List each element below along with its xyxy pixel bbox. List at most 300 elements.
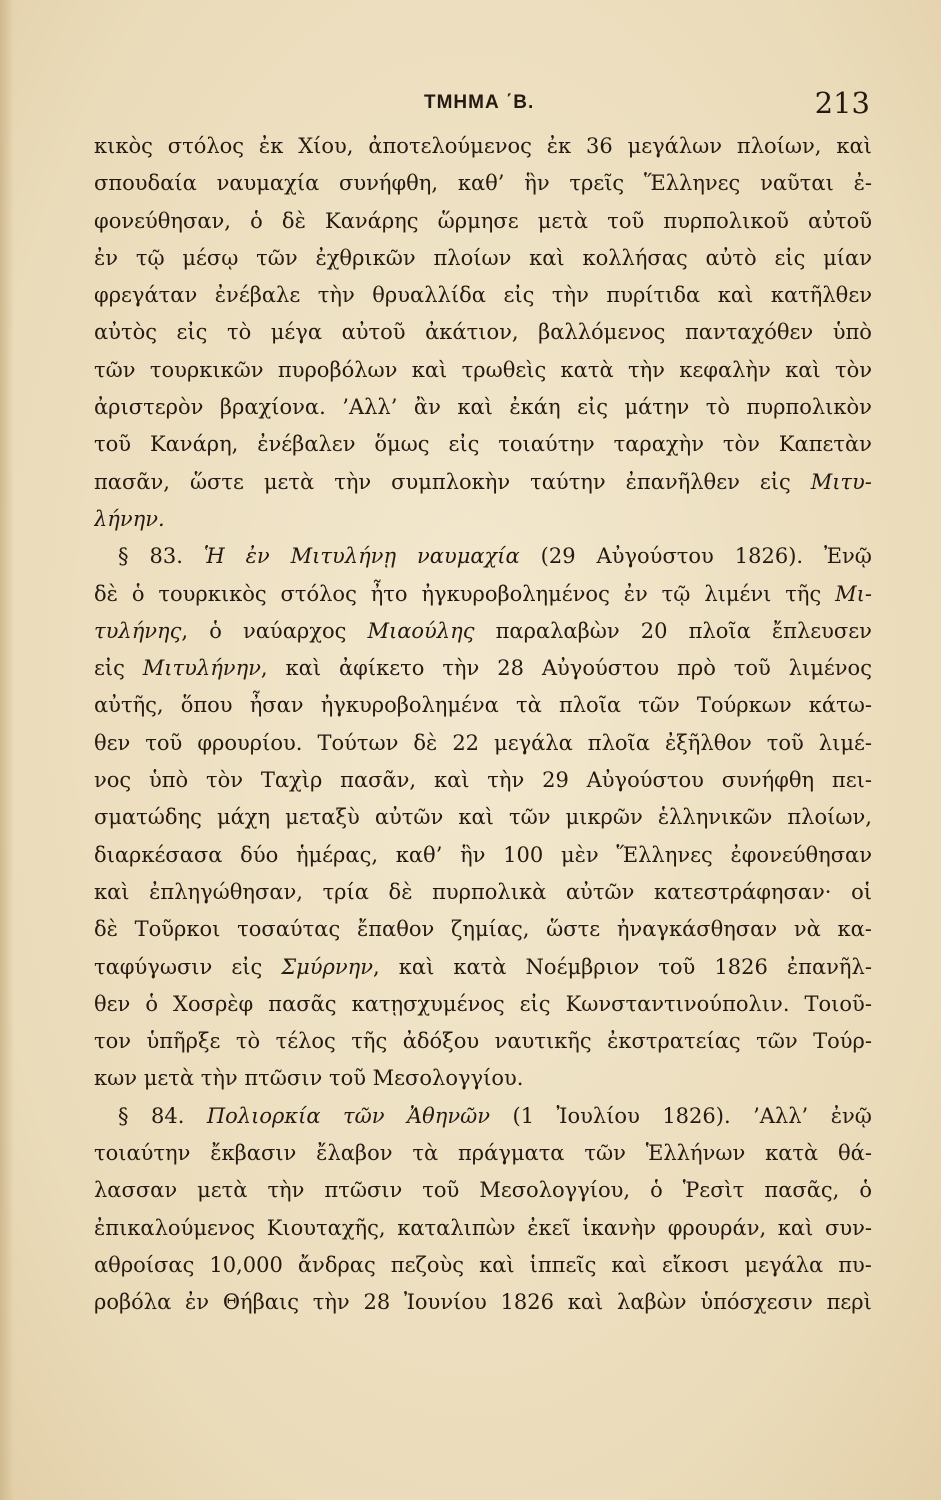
word: πυρπολικὸν bbox=[746, 395, 872, 420]
word: ὥστε bbox=[189, 469, 244, 494]
word: κικὸς bbox=[94, 134, 153, 158]
word: πυ- bbox=[838, 1252, 872, 1277]
word: πυρπολικοῦ bbox=[663, 208, 789, 233]
word: καὶ bbox=[777, 1215, 814, 1240]
word: ἐπληγώθησαν, bbox=[149, 879, 303, 904]
word: εἴκοσι bbox=[661, 1252, 730, 1277]
word: κατῆλθεν bbox=[770, 283, 872, 308]
word: ἐνέβαλε bbox=[214, 283, 301, 308]
word: τῆς bbox=[785, 581, 822, 606]
word: τοῦ bbox=[733, 656, 771, 681]
word: ἐχθρικῶν bbox=[315, 245, 416, 270]
word: ταραχὴν bbox=[613, 432, 704, 457]
word: καθ’ bbox=[395, 842, 443, 867]
word: ὥστε bbox=[546, 917, 601, 942]
word: ὁ bbox=[209, 618, 222, 643]
word: τοῦ bbox=[94, 432, 132, 457]
word: ἐπανῆλ- bbox=[786, 954, 872, 979]
word: ἐκάη bbox=[509, 395, 561, 420]
word: μέγα bbox=[270, 320, 323, 345]
word: φρεγάταν bbox=[94, 283, 198, 308]
word: εἰς bbox=[176, 320, 208, 345]
word: Ἡ bbox=[203, 544, 225, 569]
word: τὴν bbox=[312, 1290, 350, 1315]
word: συμπλοκὴν bbox=[391, 469, 511, 494]
word: 1826). bbox=[734, 544, 804, 569]
text-line bbox=[94, 501, 872, 538]
text-line bbox=[94, 128, 872, 165]
word: πτῶσιν bbox=[244, 1066, 323, 1091]
word: Ἐνῷ bbox=[824, 544, 872, 569]
word: ροβόλα bbox=[94, 1290, 172, 1315]
word: ἣν bbox=[460, 842, 486, 867]
word: ὁ bbox=[250, 208, 263, 233]
word: πράγματα bbox=[457, 1141, 565, 1166]
word: καὶ bbox=[717, 283, 754, 308]
word: αὐτὸ bbox=[705, 245, 757, 270]
text-line bbox=[94, 911, 872, 948]
text-line bbox=[94, 464, 872, 501]
word: σματώδης bbox=[94, 805, 202, 830]
word: τρεῖς bbox=[569, 171, 625, 196]
word: εἰς bbox=[231, 954, 263, 979]
word: θεν bbox=[94, 730, 131, 755]
word: ναυμαχία bbox=[216, 171, 320, 196]
word: Χοσρὲφ bbox=[173, 991, 254, 1016]
word: Μιαούλης bbox=[367, 618, 475, 643]
word: κα- bbox=[837, 917, 872, 942]
word: ἐ- bbox=[853, 171, 872, 196]
word: καὶ bbox=[567, 1290, 604, 1315]
word: πυρίτιδα bbox=[606, 283, 701, 308]
word: θρυαλλίδα bbox=[372, 283, 486, 308]
word: μετὰ bbox=[263, 469, 315, 494]
word: τὸν bbox=[206, 768, 244, 793]
word: 10,000 bbox=[209, 1252, 283, 1277]
word: πλοίων bbox=[433, 245, 512, 270]
word: ναυμαχία bbox=[417, 544, 520, 569]
word: τρία bbox=[322, 879, 369, 904]
word: ἡμέρας, bbox=[295, 842, 379, 867]
word: καὶ bbox=[836, 134, 872, 158]
word: ἀφίκετο bbox=[339, 656, 425, 681]
word: λαβὼν bbox=[617, 1290, 687, 1315]
text-line bbox=[94, 576, 872, 613]
word: διαρκέσασα bbox=[94, 842, 223, 867]
text-line bbox=[94, 687, 872, 724]
word: Αὐγούστου bbox=[541, 656, 660, 681]
text-line bbox=[94, 203, 872, 240]
word: ἐν bbox=[185, 1290, 210, 1315]
word: τὴν bbox=[627, 357, 665, 382]
word: φονεύθησαν, bbox=[94, 208, 231, 233]
word: αὐτῶν bbox=[374, 805, 444, 830]
word: 100 bbox=[503, 842, 544, 867]
word: αὐτῶν bbox=[565, 879, 635, 904]
word: τοῦ bbox=[422, 1178, 460, 1203]
word: κων bbox=[94, 1066, 138, 1091]
word: τοιαύτην bbox=[94, 1141, 191, 1166]
word: λήνην. bbox=[94, 506, 165, 531]
word: φρουράν, bbox=[667, 1215, 767, 1240]
word: εἰς bbox=[519, 991, 551, 1016]
word: τέλος bbox=[275, 1029, 336, 1054]
word: Πολιορκία bbox=[206, 1103, 321, 1128]
word: τὴν bbox=[551, 283, 589, 308]
word: ὁ bbox=[145, 991, 158, 1016]
word: ὑπὸ bbox=[148, 768, 189, 793]
text-line bbox=[94, 1247, 872, 1284]
word: Ἀθηνῶν bbox=[406, 1103, 491, 1128]
word: τὰ bbox=[412, 1141, 439, 1166]
body-text bbox=[94, 128, 872, 1322]
word: Μιτυλήνῃ bbox=[290, 544, 397, 569]
word: τῶν bbox=[94, 357, 136, 382]
word: 22 bbox=[452, 730, 480, 755]
word: 83. bbox=[149, 544, 183, 569]
word: μάχη bbox=[216, 805, 271, 830]
word: Καπετὰν bbox=[778, 432, 872, 457]
word: μετὰ bbox=[197, 1178, 248, 1203]
word: αὐτὸς bbox=[94, 320, 157, 345]
word: καὶ bbox=[479, 1252, 515, 1277]
word: μετὰ bbox=[537, 208, 589, 233]
word: πασᾶς bbox=[268, 991, 337, 1016]
word: τρωθεὶς bbox=[461, 357, 547, 382]
word: ταύτην bbox=[530, 469, 606, 494]
word: αὐτοῦ bbox=[808, 208, 872, 233]
word: εἰς bbox=[774, 245, 806, 270]
word: κατὰ bbox=[453, 954, 507, 979]
text-line bbox=[94, 1172, 872, 1209]
word: πασᾶς, bbox=[764, 1178, 840, 1203]
word: αὐτοῦ bbox=[341, 320, 406, 345]
word: πασᾶν, bbox=[94, 469, 170, 494]
word: ἐκστρατείας bbox=[607, 1029, 741, 1054]
word: ὁ bbox=[131, 581, 145, 606]
word: ἑλληνικῶν bbox=[657, 805, 773, 830]
word: ἐνῷ bbox=[830, 1103, 872, 1128]
word: ἠγκυροβολημένα bbox=[320, 693, 499, 718]
word: δύο bbox=[240, 842, 279, 867]
word: τοῦ bbox=[766, 730, 804, 755]
word: Κωνσταντινούπολιν. bbox=[565, 991, 790, 1016]
word: Χίου, bbox=[298, 134, 354, 158]
word: ἐν bbox=[245, 544, 270, 569]
word: τοσαύτας bbox=[237, 917, 341, 942]
word: καθ’ bbox=[457, 171, 505, 196]
word: 29 bbox=[542, 768, 569, 793]
text-line bbox=[94, 837, 872, 874]
word: ἣν bbox=[524, 171, 550, 196]
word: πλοίων, bbox=[736, 134, 822, 158]
text-line bbox=[94, 1284, 872, 1321]
word: εἰς bbox=[448, 432, 480, 457]
word: Ἕλληνες bbox=[643, 171, 741, 196]
word: μὲν bbox=[560, 842, 599, 867]
word: ’Αλλ’ bbox=[753, 1103, 809, 1128]
page-edge-shadow bbox=[0, 0, 14, 1500]
word: καταλιπὼν bbox=[397, 1215, 516, 1240]
word: αὐτῆς, bbox=[94, 693, 164, 718]
word: Τοιοῦ- bbox=[804, 991, 872, 1016]
word: μεγάλων bbox=[627, 134, 723, 158]
word: νος bbox=[94, 768, 132, 793]
word: τῷ bbox=[661, 581, 691, 606]
word: Τούρ- bbox=[813, 1029, 872, 1054]
word: Μιτυλήνην, bbox=[142, 656, 268, 681]
word: Θήβαις bbox=[222, 1290, 299, 1315]
word: Σμύρνην, bbox=[281, 954, 380, 979]
word: κατῃσχυμένος bbox=[351, 991, 505, 1016]
word: Μι- bbox=[835, 581, 872, 606]
word: πτῶσιν bbox=[324, 1178, 403, 1203]
word: καὶ bbox=[457, 395, 493, 420]
text-line bbox=[94, 240, 872, 277]
word: Ἑλλήνων bbox=[645, 1141, 746, 1166]
word: λιμέ- bbox=[818, 730, 872, 755]
word: τὴν bbox=[200, 1066, 238, 1091]
word: ’Αλλ’ bbox=[342, 395, 398, 420]
word: τῷ bbox=[135, 245, 165, 270]
word: Αὐγούστου bbox=[596, 544, 714, 569]
word: πλοίων, bbox=[787, 805, 872, 830]
word: φρουρίου. bbox=[197, 730, 303, 755]
word: πυροβόλων bbox=[277, 357, 398, 382]
word: βραχίονα. bbox=[219, 395, 326, 420]
word: ὑπὸ bbox=[832, 320, 872, 345]
word: τῶν bbox=[343, 1103, 385, 1128]
word: καὶ bbox=[611, 1252, 647, 1277]
word: ἐφονεύθησαν bbox=[730, 842, 872, 867]
word: Αὐγούστου bbox=[586, 768, 704, 793]
word: τον bbox=[94, 1029, 132, 1054]
word: ὁ bbox=[650, 1178, 663, 1203]
word: μάτην bbox=[624, 395, 690, 420]
word: ἠναγκάσθησαν bbox=[616, 917, 778, 942]
word: στόλος bbox=[280, 581, 357, 606]
word: ἀποτελούμενος bbox=[368, 134, 532, 158]
word: τουρκικὸς bbox=[158, 581, 267, 606]
word: στόλος bbox=[167, 134, 245, 158]
word: κατεστράφησαν· bbox=[653, 879, 832, 904]
word: λιμένι bbox=[704, 581, 772, 606]
word: πει- bbox=[831, 768, 872, 793]
word: παραλαβὼν bbox=[495, 618, 620, 643]
text-line bbox=[94, 650, 872, 687]
word: 1826 bbox=[500, 1290, 554, 1315]
word: Μεσολογγίου. bbox=[372, 1066, 524, 1091]
text-line bbox=[94, 1023, 872, 1060]
word: τῶν bbox=[638, 693, 680, 718]
text-line bbox=[94, 277, 872, 314]
word: ἐν bbox=[623, 581, 648, 606]
word: ὅμως bbox=[374, 432, 430, 457]
word: Μιτυ- bbox=[810, 469, 872, 494]
word: ἔλαβον bbox=[316, 1141, 393, 1166]
word: συν- bbox=[825, 1215, 872, 1240]
word: μετὰ bbox=[143, 1066, 195, 1091]
text-line bbox=[94, 1098, 872, 1135]
text-line bbox=[94, 1135, 872, 1172]
word: βαλλόμενος bbox=[538, 320, 666, 345]
word: ἀδόξου bbox=[402, 1029, 480, 1054]
word: εἰς bbox=[577, 395, 608, 420]
word: δὲ bbox=[388, 879, 413, 904]
word: Τούρκων bbox=[696, 693, 792, 718]
word: μέσῳ bbox=[182, 245, 239, 270]
word: τὸν bbox=[722, 432, 760, 457]
word: ὑπῆρξε bbox=[146, 1029, 221, 1054]
word: εἰς bbox=[503, 283, 535, 308]
word: ἄνδρας bbox=[297, 1252, 376, 1277]
word: ἦσαν bbox=[249, 693, 304, 718]
page-header bbox=[94, 86, 874, 126]
word: τυλήνης, bbox=[94, 618, 189, 643]
word: Κανάρης bbox=[325, 208, 419, 233]
word: τῶν bbox=[256, 245, 298, 270]
word: τὸ bbox=[226, 320, 252, 345]
text-line bbox=[94, 314, 872, 351]
word: Τούτων bbox=[317, 730, 399, 755]
word: ἱκανὴν bbox=[582, 1215, 657, 1240]
word: δὲ bbox=[94, 917, 118, 942]
text-line bbox=[94, 1210, 872, 1247]
text-line bbox=[94, 799, 872, 836]
word: ἔπλευσεν bbox=[771, 618, 872, 643]
word: πλοῖα bbox=[587, 730, 650, 755]
word: ἱππεῖς bbox=[529, 1252, 597, 1277]
text-line bbox=[94, 352, 872, 389]
word: μεγάλα bbox=[744, 1252, 824, 1277]
word: τῆς bbox=[351, 1029, 388, 1054]
text-line bbox=[94, 165, 872, 202]
word: ὑπόσχεσιν bbox=[700, 1290, 813, 1315]
word: ἔπαθον bbox=[356, 917, 435, 942]
page-number: 213 bbox=[814, 86, 870, 120]
word: δὲ bbox=[281, 208, 306, 233]
word: κατὰ bbox=[765, 1141, 819, 1166]
word: 28 bbox=[363, 1290, 391, 1315]
word: Ἰουνίου bbox=[403, 1290, 487, 1315]
word: τοῦ bbox=[328, 1066, 366, 1091]
word: κεφαλὴν bbox=[679, 357, 771, 382]
word: τὴν bbox=[317, 283, 355, 308]
word: εἰς bbox=[759, 469, 791, 494]
text-line bbox=[94, 426, 872, 463]
word: τῶν bbox=[508, 805, 551, 830]
word: ἀριστερὸν bbox=[94, 395, 204, 420]
word: ναῦται bbox=[760, 171, 834, 196]
word: καὶ bbox=[433, 768, 470, 793]
word: πεζοὺς bbox=[390, 1252, 465, 1277]
word: ἐνέβαλεν bbox=[257, 432, 356, 457]
word: λιμένος bbox=[788, 656, 872, 681]
word: σπουδαία bbox=[94, 171, 197, 196]
word: Ἕλληνες bbox=[616, 842, 713, 867]
word: ὥρμησε bbox=[437, 208, 519, 233]
word: ἐκεῖ bbox=[527, 1215, 571, 1240]
word: Κανάρη, bbox=[149, 432, 239, 457]
word: καὶ bbox=[411, 357, 448, 382]
word: ἠγκυροβολημένος bbox=[421, 581, 610, 606]
word: περὶ bbox=[826, 1290, 872, 1315]
word: δὲ bbox=[413, 730, 438, 755]
word: καὶ bbox=[458, 805, 494, 830]
word: (29 bbox=[540, 544, 576, 569]
word: μεγάλα bbox=[494, 730, 573, 755]
word: πασᾶν, bbox=[340, 768, 417, 793]
word: Ῥεσὶτ bbox=[682, 1178, 745, 1203]
word: ζημίας, bbox=[450, 917, 530, 942]
word: Κιουταχῆς, bbox=[266, 1215, 386, 1240]
word: τοῦ bbox=[145, 730, 183, 755]
word: τὸ bbox=[235, 1029, 261, 1054]
word: 20 bbox=[640, 618, 668, 643]
word: εἰς bbox=[94, 656, 125, 681]
word: Μεσολογγίου, bbox=[479, 1178, 631, 1203]
word: ἔκβασιν bbox=[210, 1141, 297, 1166]
word: τὴν bbox=[334, 469, 372, 494]
text-line bbox=[94, 538, 872, 575]
word: Νοέμβριον bbox=[525, 954, 640, 979]
text-line bbox=[94, 725, 872, 762]
text-line bbox=[94, 762, 872, 799]
word: οἱ bbox=[851, 879, 872, 904]
word: καὶ bbox=[785, 357, 821, 382]
word: Ταχὶρ bbox=[260, 768, 323, 793]
word: μικρῶν bbox=[565, 805, 643, 830]
text-line bbox=[94, 949, 872, 986]
word: πυρπολικὰ bbox=[432, 879, 547, 904]
word: τὸ bbox=[705, 395, 731, 420]
word: ἐκ bbox=[258, 134, 284, 158]
word: αθροίσας bbox=[94, 1252, 195, 1277]
word: καὶ bbox=[529, 245, 565, 270]
word: (1 bbox=[512, 1103, 535, 1128]
word: ἐπικαλούμενος bbox=[94, 1215, 256, 1240]
text-line bbox=[94, 874, 872, 911]
word: ἀκάτιον, bbox=[425, 320, 519, 345]
word: ἐκ bbox=[546, 134, 572, 158]
word: λασσαν bbox=[94, 1178, 178, 1203]
word: Ἰουλίου bbox=[556, 1103, 640, 1128]
word: καὶ bbox=[94, 879, 130, 904]
running-head: ΤΜΗΜΑ ΄Β. bbox=[424, 92, 535, 113]
word: μίαν bbox=[823, 245, 872, 270]
word: 36 bbox=[586, 134, 613, 158]
word: τὸν bbox=[834, 357, 872, 382]
word: ἂν bbox=[413, 395, 441, 420]
word: τοῦ bbox=[658, 954, 696, 979]
word: κάτω- bbox=[808, 693, 872, 718]
word: τοιαύτην bbox=[498, 432, 595, 457]
word: δὲ bbox=[94, 581, 118, 606]
word: τουρκικῶν bbox=[149, 357, 264, 382]
word: ταφύγωσιν bbox=[94, 954, 213, 979]
word: ὁ bbox=[859, 1178, 872, 1203]
word: ἦτο bbox=[370, 581, 408, 606]
word: πανταχόθεν bbox=[684, 320, 814, 345]
word: πλοῖα bbox=[688, 618, 751, 643]
word: § bbox=[118, 1103, 129, 1128]
word: τὴν bbox=[267, 1178, 305, 1203]
word: Τοῦρκοι bbox=[134, 917, 221, 942]
word: τοῦ bbox=[607, 208, 645, 233]
word: νὰ bbox=[793, 917, 821, 942]
word: μεταξὺ bbox=[285, 805, 360, 830]
word: 1826). bbox=[662, 1103, 731, 1128]
